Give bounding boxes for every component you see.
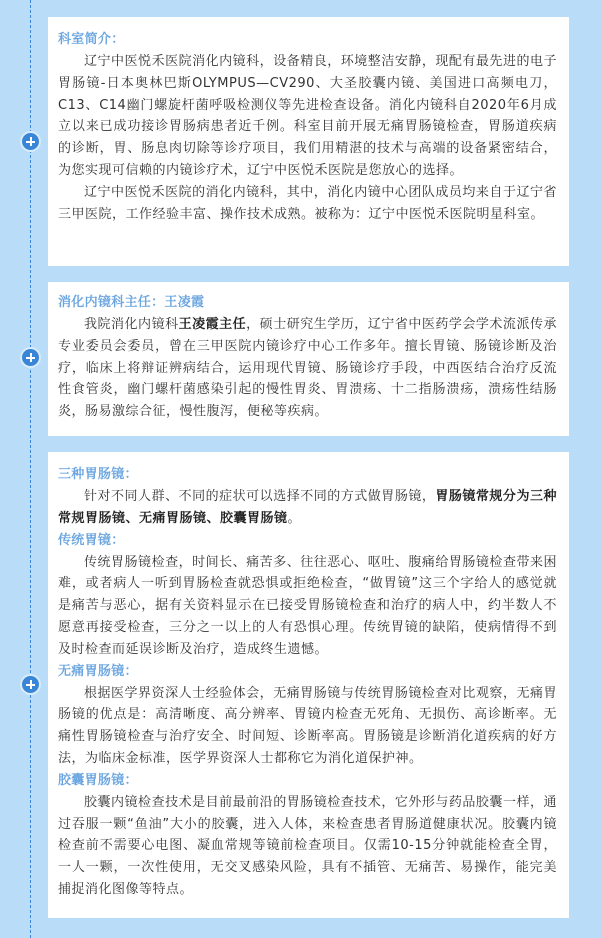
plus-icon[interactable] xyxy=(22,676,39,693)
subsection-title: 胶囊胃肠镜： xyxy=(58,772,138,788)
paragraph: 针对不同人群、不同的症状可以选择不同的方式做胃肠镜，胃肠镜常规分为三种常规胃肠镜、无痛胃肠镜、胶囊胃肠镜。 xyxy=(58,489,557,526)
subsection-title: 无痛胃肠镜： xyxy=(58,663,138,679)
director-name: 王凌霞主任 xyxy=(178,317,247,332)
paragraph: 我院消化内镜科王凌霞主任，硕士研究生学历，辽宁省中医药学会学术流派传承专业委员会委员，曾在三甲医院内镜诊疗中心工作多年。擅长胃镜、肠镜诊断及治疗，临床上将辩证辨病结合，运用现代胃镜、肠镜诊疗手段，中西医结合治疗反流性食管炎，幽门螺杆菌感染引起的慢性胃炎、胃溃疡、十二指肠溃疡，溃疡性结肠炎，肠易激综合征，慢性腹泻，便秘等疾病。 xyxy=(58,317,557,420)
paragraph: 传统胃肠镜检查，时间长、痛苦多、往往恶心、呕吐、腹痛给胃肠镜检查带来困难，或者病人一听到胃肠检查就恐惧或拒绝检查，“做胃镜”这三个字给人的感觉就是痛苦与恶心，据有关资料显示在已接受胃肠镜检查和治疗的病人中，约半数人不愿意再接受检查，三分之一以上的人有恐惧心理。传统胃镜的缺陷，使病情得不到及时检查而延误诊断及治疗，造成终生遗憾。 xyxy=(58,554,557,657)
section-title: 消化内镜科主任：王凌霞 xyxy=(58,295,205,310)
paragraph: 胶囊内镜检查技术是目前最前沿的胃肠镜检查技术，它外形与药品胶囊一样，通过吞服一颗“鱼油”大小的胶囊，进入人体，来检查患者胃肠道健康状况。胶囊内镜检查前不需要心电图、凝血常规等镜前检查项目。仅需10-15分钟就能检查全胃，一人一颗，一次性使用，无交叉感染风险，具有不插管、无痛苦、易操作，能完美捕捉消化图像等特点。 xyxy=(58,794,557,897)
director-card xyxy=(48,282,569,436)
department-intro-card xyxy=(48,17,569,266)
paragraph: 根据医学界资深人士经验体会，无痛胃肠镜与传统胃肠镜检查对比观察，无痛胃肠镜的优点是：高清晰度、高分辨率、胃镜内检查无死角、无损伤、高诊断率。无痛性胃肠镜检查与治疗安全、时间短、诊断率高。胃肠镜是诊断消化道疾病的好方法，为临床金标准，医学界资深人士都称它为消化道保护神。 xyxy=(58,685,557,766)
plus-icon[interactable] xyxy=(22,133,39,150)
section-title: 三种胃肠镜： xyxy=(58,467,138,482)
section-title: 科室简介： xyxy=(58,32,125,47)
paragraph: 辽宁中医悦禾医院的消化内镜科，其中，消化内镜中心团队成员均来自于辽宁省三甲医院，工作经验丰富、操作技术成熟。被称为：辽宁中医悦禾医院明星科室。 xyxy=(58,184,557,222)
subsection-title: 传统胃镜： xyxy=(58,532,125,548)
paragraph: 辽宁中医悦禾医院消化内镜科，设备精良，环境整洁安静，现配有最先进的电子胃肠镜-日本奥林巴斯OLYMPUS—CV290、大圣胶囊内镜、美国进口高频电刀，C13、C14幽门螺旋杆菌呼吸检测仪等先进检查设备。消化内镜科自2020年6月成立以来已成功接诊胃肠病患者近千例。科室目前开展无痛胃肠镜检查，胃肠道疾病的诊断，胃、肠息肉切除等诊疗项目，我们用精湛的技术与高端的设备紧密结合，为您实现可信赖的内镜诊疗术，辽宁中医悦禾医院是您放心的选择。 xyxy=(58,54,557,178)
endoscope-types-card xyxy=(48,452,569,918)
highlight-text: 胃肠镜常规分为三种常规胃肠镜、无痛胃肠镜、胶囊胃肠镜 xyxy=(58,489,557,526)
plus-icon[interactable] xyxy=(22,349,39,366)
